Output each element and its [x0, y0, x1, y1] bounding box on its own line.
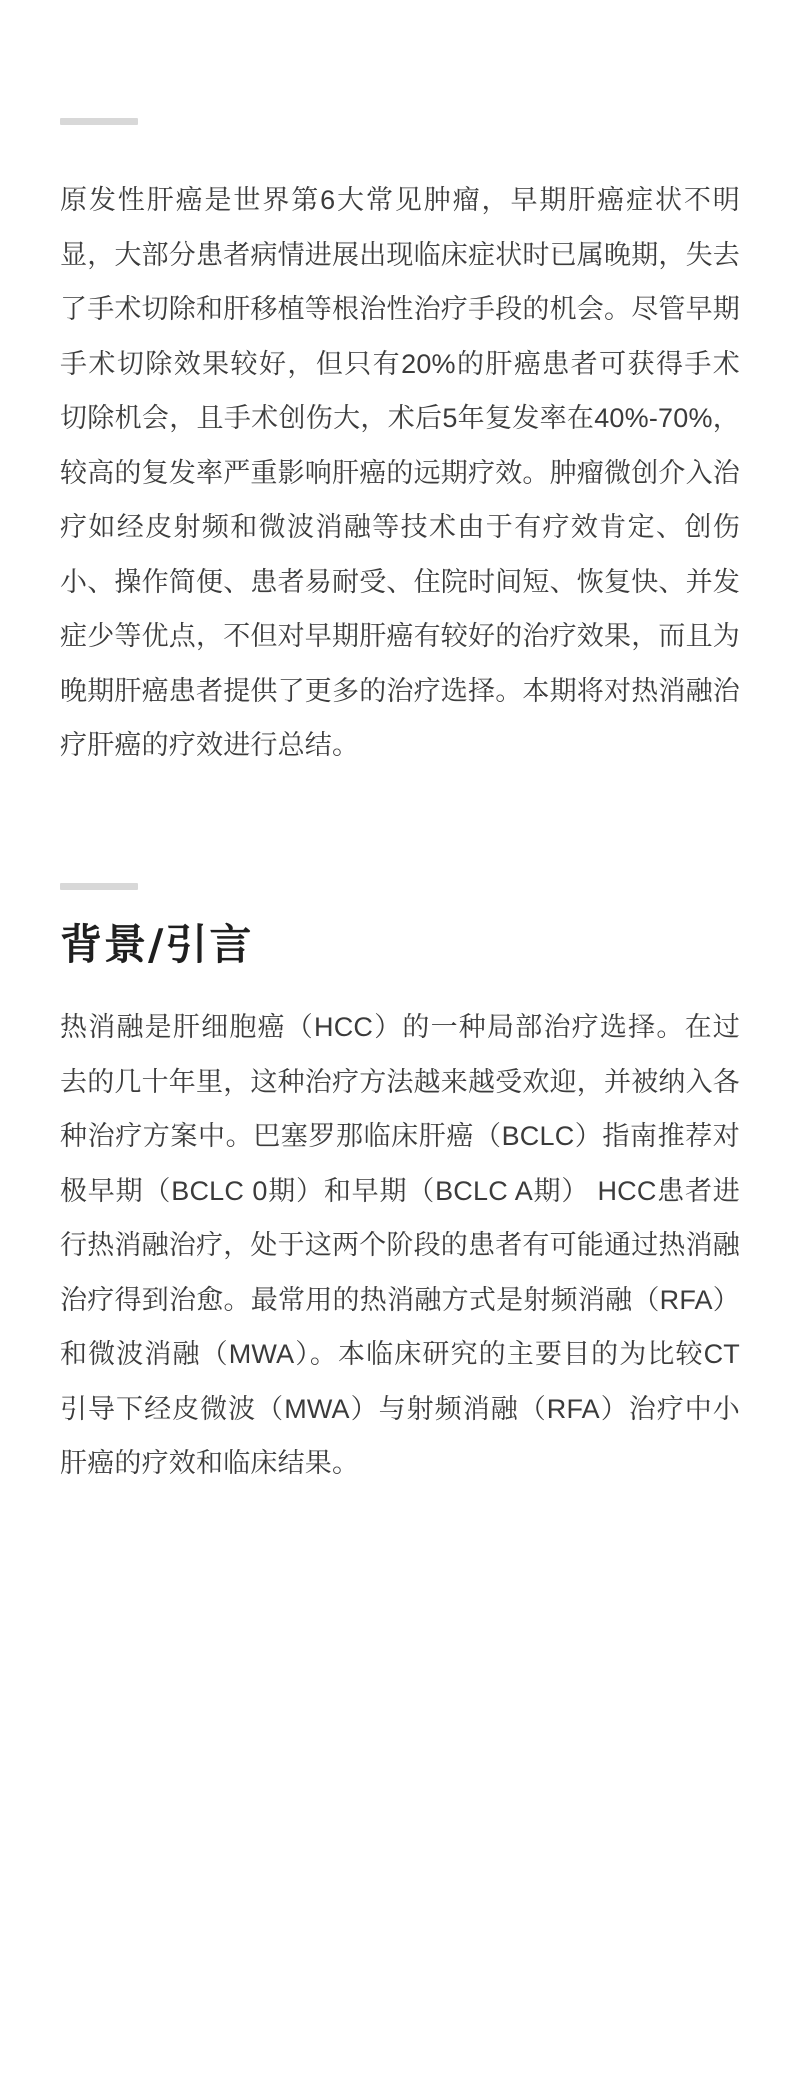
intro-paragraph: 原发性肝癌是世界第6大常见肿瘤，早期肝癌症状不明显，大部分患者病情进展出现临床症状时已属晚期，失去了手术切除和肝移植等根治性治疗手段的机会。尽管早期手术切除效果较好，但只有20%的肝癌患者可获得手术切除机会，且手术创伤大，术后5年复发率在40%-70%，较高的复发率严重影响肝癌的远期疗效。肿瘤微创介入治疗如经皮射频和微波消融等技术由于有疗效肯定、创伤小、操作简便、患者易耐受、住院时间短、恢复快、并发症少等优点，不但对早期肝癌有较好的治疗效果，而且为晚期肝癌患者提供了更多的治疗选择。本期将对热消融治疗肝癌的疗效进行总结。 — [60, 185, 740, 761]
section-heading-background: 背景/引言 — [60, 919, 254, 969]
section-intro — [60, 118, 740, 773]
background-paragraph: 热消融是肝细胞癌（HCC）的一种局部治疗选择。在过去的几十年里，这种治疗方法越来越受欢迎，并被纳入各种治疗方案中。巴塞罗那临床肝癌（BCLC）指南推荐对极早期（BCLC 0期）和早期（BCLC A期） HCC患者进行热消融治疗，处于这两个阶段的患者有可能通过热消融治疗得到治愈。最常用的热消融方式是射频消融（RFA）和微波消融（MWA）。本临床研究的主要目的为比较CT引导下经皮微波（MWA）与射频消融（RFA）治疗中小肝癌的疗效和临床结果。 — [60, 1012, 740, 1479]
section-divider-background — [60, 883, 138, 890]
section-gap — [60, 773, 740, 883]
top-spacer — [60, 0, 740, 118]
section-divider-intro — [60, 118, 138, 125]
intro-rule-gap — [60, 125, 740, 173]
background-rule-gap — [60, 890, 740, 920]
section-background — [60, 883, 740, 1491]
